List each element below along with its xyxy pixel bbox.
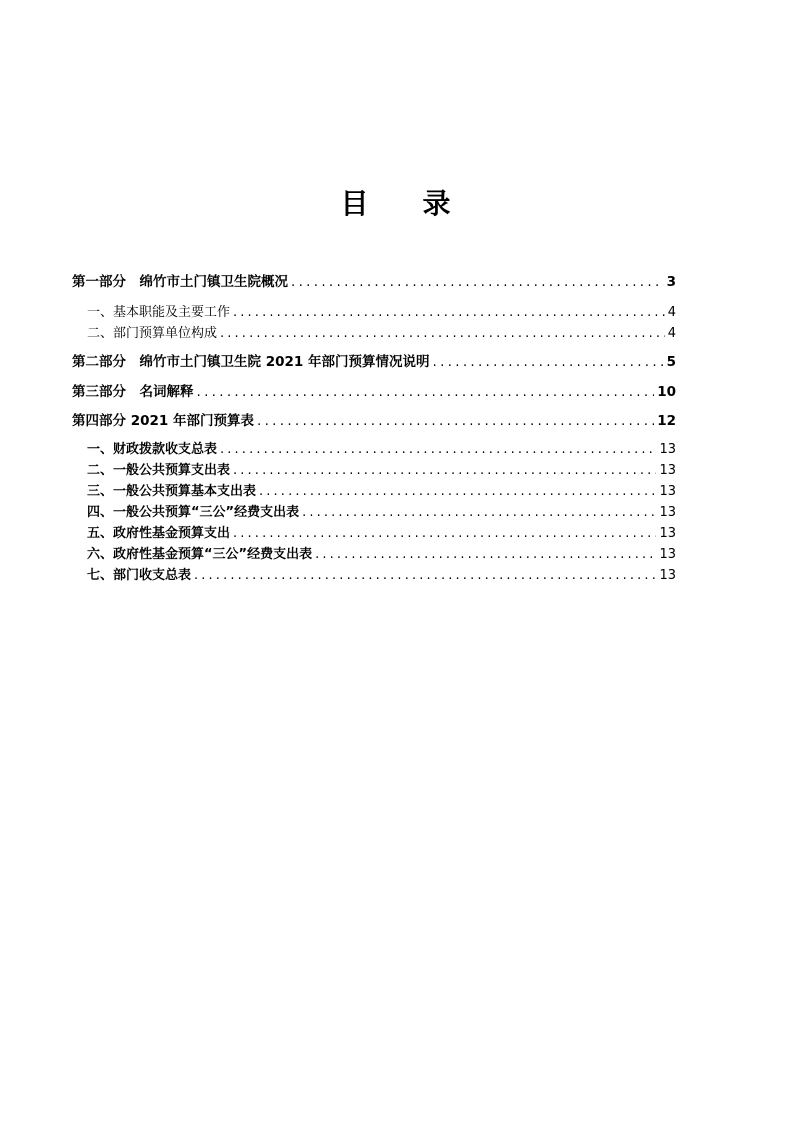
toc-entry-label: 第三部分 名词解释 bbox=[72, 384, 194, 400]
toc-entry-part-2[interactable] bbox=[72, 350, 676, 370]
toc-entry-table-5[interactable] bbox=[72, 522, 676, 541]
toc-title-char-2: 录 bbox=[422, 187, 453, 220]
leader-dots bbox=[259, 484, 656, 499]
leader-dots bbox=[432, 354, 663, 370]
toc-entry-table-7[interactable] bbox=[72, 564, 676, 583]
toc-entry-label: 二、一般公共预算支出表 bbox=[87, 463, 231, 478]
toc-entry-page: 13 bbox=[659, 526, 676, 541]
toc-entry-label: 三、一般公共预算基本支出表 bbox=[87, 484, 257, 499]
leader-dots bbox=[194, 568, 656, 583]
toc-entry-part-4[interactable] bbox=[72, 409, 676, 429]
leader-dots bbox=[233, 305, 665, 320]
toc-entry-budget-units[interactable] bbox=[72, 322, 676, 341]
leader-dots bbox=[197, 384, 655, 400]
toc-entry-table-1[interactable] bbox=[72, 438, 676, 457]
toc-entry-page: 12 bbox=[657, 413, 676, 429]
toc-entry-label: 二、部门预算单位构成 bbox=[87, 326, 218, 341]
leader-dots bbox=[257, 413, 654, 429]
toc-entry-page: 4 bbox=[667, 326, 676, 341]
toc-entry-label: 五、政府性基金预算支出 bbox=[87, 526, 231, 541]
leader-dots bbox=[220, 326, 665, 341]
toc-entry-label: 第一部分 绵竹市土门镇卫生院概况 bbox=[72, 274, 288, 290]
toc-entry-table-6[interactable] bbox=[72, 543, 676, 562]
toc-entry-page: 3 bbox=[666, 274, 676, 290]
toc-entry-part-1[interactable] bbox=[72, 270, 676, 290]
toc-title-char-1: 目 bbox=[340, 187, 371, 220]
toc-entry-table-4[interactable] bbox=[72, 501, 676, 520]
leader-dots bbox=[233, 463, 656, 478]
leader-dots bbox=[315, 547, 656, 562]
toc-entry-page: 13 bbox=[659, 505, 676, 520]
toc-entry-label: 第二部分 绵竹市土门镇卫生院 2021 年部门预算情况说明 bbox=[72, 354, 430, 370]
toc-entry-page: 13 bbox=[659, 484, 676, 499]
toc-title bbox=[0, 182, 793, 222]
toc-entry-label: 第四部分 2021 年部门预算表 bbox=[72, 413, 254, 429]
toc-entry-page: 5 bbox=[666, 354, 676, 370]
leader-dots bbox=[291, 274, 664, 290]
toc-entry-page: 13 bbox=[659, 568, 676, 583]
toc-entry-part-3[interactable] bbox=[72, 380, 676, 400]
toc-entry-page: 13 bbox=[659, 463, 676, 478]
leader-dots bbox=[220, 442, 656, 457]
toc-entry-page: 10 bbox=[657, 384, 676, 400]
toc-entry-page: 4 bbox=[667, 305, 676, 320]
toc-entry-table-3[interactable] bbox=[72, 480, 676, 499]
leader-dots bbox=[302, 505, 656, 520]
toc-entry-label: 四、一般公共预算“三公”经费支出表 bbox=[87, 505, 300, 520]
toc-entry-label: 六、政府性基金预算“三公”经费支出表 bbox=[87, 547, 313, 562]
toc-entry-table-2[interactable] bbox=[72, 459, 676, 478]
toc-entry-label: 一、财政拨款收支总表 bbox=[87, 442, 218, 457]
toc-entry-page: 13 bbox=[659, 547, 676, 562]
leader-dots bbox=[233, 526, 656, 541]
toc-entry-basic-functions[interactable] bbox=[72, 301, 676, 320]
toc-entry-page: 13 bbox=[659, 442, 676, 457]
toc-entry-label: 七、部门收支总表 bbox=[87, 568, 192, 583]
toc-entry-label: 一、基本职能及主要工作 bbox=[87, 305, 231, 320]
